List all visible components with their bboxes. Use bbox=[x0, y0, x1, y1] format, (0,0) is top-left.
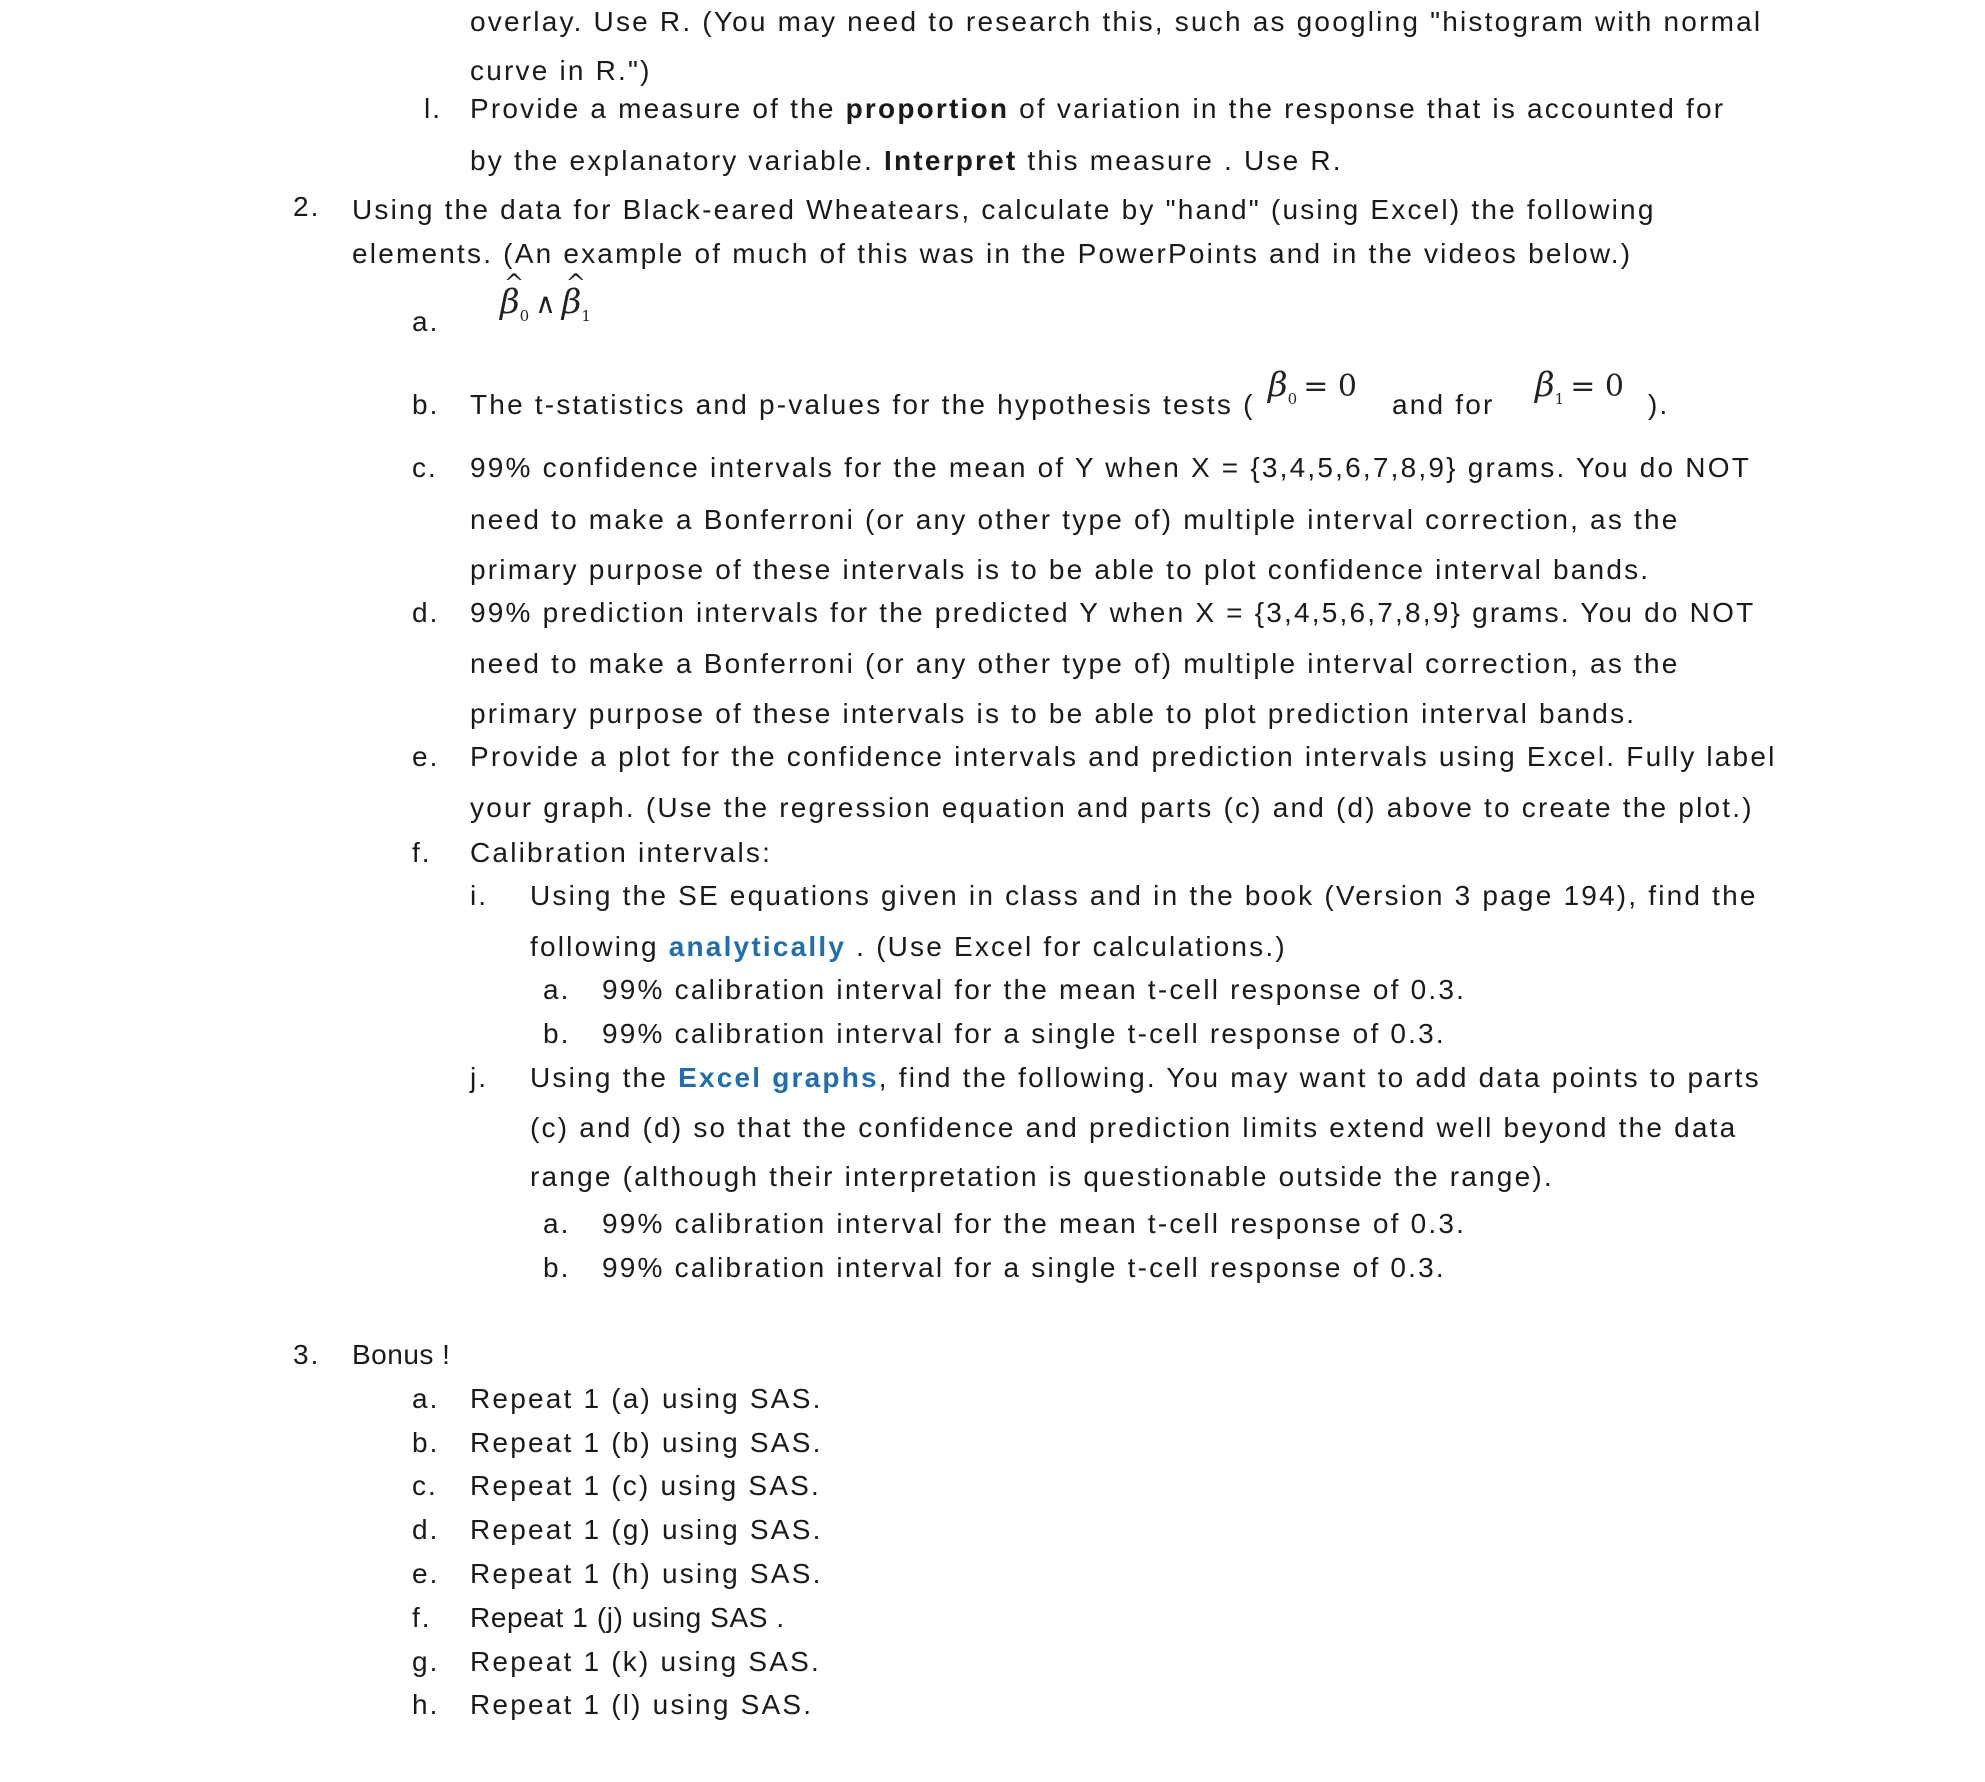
q2-c-line2: need to make a Bonferroni (or any other type of) multiple interval correction, as the bbox=[470, 504, 1680, 535]
q2-d-label: d. bbox=[412, 597, 440, 628]
q2-j-line1 bbox=[530, 1064, 1761, 1092]
q2-j-line1-post: , find the following. You may want to add data points to parts bbox=[878, 1062, 1761, 1093]
q2-i-a-label: a. bbox=[543, 974, 571, 1005]
q2-j-line1-pre: Using the bbox=[530, 1062, 679, 1093]
q3-item-label: g. bbox=[412, 1646, 440, 1677]
q3-item-text: Repeat 1 (k) using SAS. bbox=[470, 1646, 821, 1677]
q2-j-b-label: b. bbox=[543, 1252, 571, 1283]
q3-number: 3. bbox=[293, 1339, 321, 1370]
q2-c-label: c. bbox=[412, 452, 438, 483]
q3-item-text: Repeat 1 (c) using SAS. bbox=[470, 1470, 821, 1501]
q2-j-b-text: 99% calibration interval for a single t-cell response of 0.3. bbox=[602, 1252, 1446, 1283]
beta-1: β bbox=[1535, 365, 1555, 405]
q1-l-line1 bbox=[470, 95, 1725, 123]
q2-f-label: f. bbox=[412, 837, 432, 868]
beta-0: β bbox=[1268, 365, 1288, 405]
q2-i-line2-post: . (Use Excel for calculations.) bbox=[846, 931, 1287, 962]
q2-j-a-text: 99% calibration interval for the mean t-cell response of 0.3. bbox=[602, 1208, 1467, 1239]
q2-i-line2 bbox=[530, 933, 1287, 961]
q2-f-text: Calibration intervals: bbox=[470, 837, 773, 868]
q1-l-line2 bbox=[470, 147, 1343, 175]
q2-b-eq-beta0 bbox=[1268, 365, 1357, 408]
q2-i-b-text: 99% calibration interval for a single t-cell response of 0.3. bbox=[602, 1018, 1446, 1049]
q2-c-line3: primary purpose of these intervals is to be able to plot confidence interval bands. bbox=[470, 554, 1651, 585]
q3-item-text: Repeat 1 (b) using SAS. bbox=[470, 1427, 823, 1458]
excel-graphs-link[interactable]: Excel graphs bbox=[678, 1062, 879, 1093]
q2-j-line3: range (although their interpretation is questionable outside the range). bbox=[530, 1161, 1554, 1192]
q2-d-line2: need to make a Bonferroni (or any other type of) multiple interval correction, as the bbox=[470, 648, 1680, 679]
q2-c-line1: 99% confidence intervals for the mean of Y when X = {3,4,5,6,7,8,9} grams. You do NOT bbox=[470, 452, 1751, 483]
q2-b-text-post: ). bbox=[1648, 389, 1670, 420]
q1-l-text-post: of variation in the response that is accounted for bbox=[1009, 93, 1726, 124]
and-symbol: ∧ bbox=[535, 287, 556, 320]
q3-item-text: Repeat 1 (l) using SAS. bbox=[470, 1689, 814, 1720]
beta-hat-0: ^ β bbox=[500, 285, 520, 319]
q1-k-line2: curve in R.") bbox=[470, 55, 652, 86]
q3-item-text: Repeat 1 (a) using SAS. bbox=[470, 1383, 823, 1414]
q2-d-line3: primary purpose of these intervals is to be able to plot prediction interval bands. bbox=[470, 698, 1637, 729]
q1-l-label: l. bbox=[424, 93, 442, 124]
q3-item-text: Repeat 1 (g) using SAS. bbox=[470, 1514, 823, 1545]
q2-j-a-label: a. bbox=[543, 1208, 571, 1239]
q2-d-line1: 99% prediction intervals for the predicted Y when X = {3,4,5,6,7,8,9} grams. You do NOT bbox=[470, 597, 1756, 628]
q2-number: 2. bbox=[293, 191, 321, 222]
q2-b-label: b. bbox=[412, 389, 440, 420]
q2-i-line2-pre: following bbox=[530, 931, 669, 962]
beta-0-value: = 0 bbox=[1303, 369, 1357, 404]
q3-item-label: a. bbox=[412, 1383, 440, 1414]
q1-l-bold: proportion bbox=[845, 93, 1010, 124]
q2-a-beta-formula bbox=[500, 282, 591, 325]
beta-1-value: = 0 bbox=[1570, 369, 1624, 404]
q3-title: Bonus ! bbox=[352, 1339, 451, 1370]
q2-j-label: j. bbox=[470, 1062, 488, 1093]
q3-item-text: Repeat 1 (h) using SAS. bbox=[470, 1558, 823, 1589]
q1-l-line2-pre: by the explanatory variable. bbox=[470, 145, 885, 176]
q2-e-line2: your graph. (Use the regression equation and parts (c) and (d) above to create the plot.) bbox=[470, 792, 1754, 823]
beta-sub-1: 1 bbox=[581, 307, 591, 325]
q3-item-label: d. bbox=[412, 1514, 440, 1545]
q1-l-line2-post: this measure . Use R. bbox=[1017, 145, 1343, 176]
q2-i-b-label: b. bbox=[543, 1018, 571, 1049]
q2-b-eq-beta1 bbox=[1535, 365, 1624, 408]
q3-item-label: c. bbox=[412, 1470, 438, 1501]
beta-sub-0: 0 bbox=[519, 307, 530, 325]
q3-item-label: b. bbox=[412, 1427, 440, 1458]
q2-e-label: e. bbox=[412, 741, 440, 772]
q1-k-line1: overlay. Use R. (You may need to research this, such as googling "histogram with normal bbox=[470, 6, 1763, 37]
q2-b-text-pre: The t-statistics and p-values for the hypothesis tests ( bbox=[470, 389, 1255, 420]
q3-item-label: e. bbox=[412, 1558, 440, 1589]
q2-i-line1: Using the SE equations given in class and in the book (Version 3 page 194), find the bbox=[530, 880, 1758, 911]
q1-l-text-pre: Provide a measure of the bbox=[470, 93, 846, 124]
analytically-link[interactable]: analytically bbox=[668, 931, 847, 962]
q2-intro-line1: Using the data for Black-eared Wheatears, calculate by "hand" (using Excel) the following bbox=[352, 194, 1656, 225]
q2-b-text-mid: and for bbox=[1392, 389, 1495, 420]
beta-1-sub: 1 bbox=[1554, 390, 1565, 408]
q2-i-a-text: 99% calibration interval for the mean t-cell response of 0.3. bbox=[602, 974, 1467, 1005]
q2-e-line1: Provide a plot for the confidence intervals and prediction intervals using Excel. Fully label bbox=[470, 741, 1777, 772]
q3-item-text: Repeat 1 (j) using SAS . bbox=[470, 1602, 785, 1633]
q2-i-label: i. bbox=[470, 880, 488, 911]
q2-a-label: a. bbox=[412, 306, 440, 337]
q2-intro-line2: elements. (An example of much of this was in the PowerPoints and in the videos below.) bbox=[352, 238, 1633, 269]
q2-j-line2: (c) and (d) so that the confidence and prediction limits extend well beyond the data bbox=[530, 1112, 1738, 1143]
q1-l-line2-bold: Interpret bbox=[884, 145, 1018, 176]
q3-item-label: h. bbox=[412, 1689, 440, 1720]
beta-0-sub: 0 bbox=[1287, 390, 1298, 408]
q3-item-label: f. bbox=[412, 1602, 432, 1633]
beta-hat-1: ^ β bbox=[562, 285, 582, 319]
